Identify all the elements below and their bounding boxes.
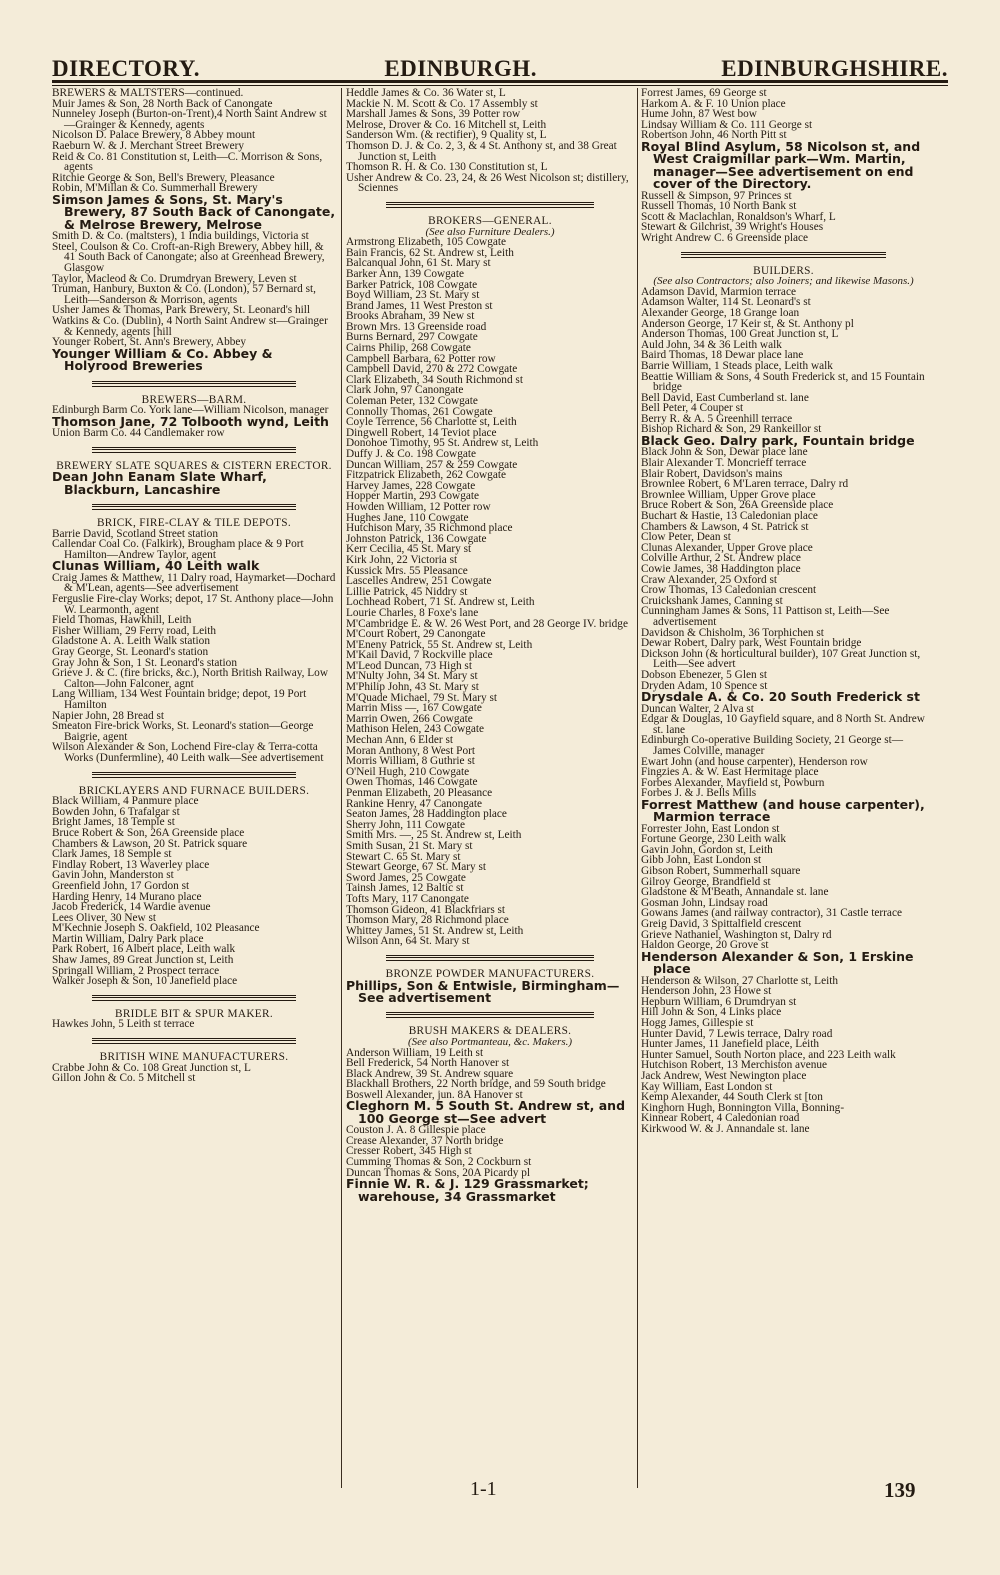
directory-entry: Gavin John, Gordon st, Leith <box>641 843 773 856</box>
directory-entry: Fisher William, 29 Ferry road, Leith <box>52 624 217 637</box>
section-heading: BREWERY SLATE SQUARES & CISTERN ERECTOR. <box>56 459 332 472</box>
directory-entry: Thomson D. J. & Co. 2, 3, & 4 St. Anthony st, and 38 Great Junction st, Leith <box>346 139 617 163</box>
directory-entry: Hughes Jane, 110 Cowgate <box>346 511 469 524</box>
section-heading: BRONZE POWDER MANUFACTURERS. <box>385 967 595 980</box>
header-rule <box>52 80 948 83</box>
directory-entry: Couston J. A. 8 Gillespie place <box>346 1124 486 1137</box>
directory-entry: Mathison Helen, 243 Cowgate <box>346 723 485 736</box>
column-divider <box>637 88 638 1488</box>
directory-entry: Reid & Co. 81 Constitution st, Leith—C. Morrison & Sons, agents <box>52 150 323 174</box>
directory-entry: Crabbe John & Co. 108 Great Junction st, L <box>52 1061 251 1074</box>
directory-entry: Kinghorn Hugh, Bonnington Villa, Bonning- <box>641 1101 845 1114</box>
directory-entry: Owen Thomas, 146 Cowgate <box>346 776 478 789</box>
directory-entry: Muir James & Son, 28 North Back of Canongate <box>52 97 273 110</box>
directory-entry: Bruce Robert & Son, 26A Greenside place <box>52 826 245 839</box>
directory-entry: Union Barm Co. 44 Candlemaker row <box>52 427 225 440</box>
directory-entry: Barrie David, Scotland Street station <box>52 527 218 540</box>
directory-entry: Fingzies A. & W. East Hermitage place <box>641 766 819 779</box>
directory-entry: Brand James, 11 West Preston st <box>346 299 493 312</box>
directory-entry: Kirkwood W. & J. Annandale st. lane <box>641 1122 810 1135</box>
section-divider <box>92 381 296 387</box>
directory-entry: Bishop Richard & Son, 29 Rankeillor st <box>641 423 822 436</box>
directory-entry: Balcanqual John, 61 St. Mary st <box>346 257 491 270</box>
directory-entry: Hogg James, Gillespie st <box>641 1017 754 1029</box>
section-heading: BRITISH WINE MANUFACTURERS. <box>99 1051 289 1064</box>
directory-entry: Craw Alexander, 25 Oxford st <box>641 573 778 586</box>
directory-entry: Black John & Son, Dewar place lane <box>641 446 808 459</box>
running-header <box>52 50 948 80</box>
directory-entry: Dryden Adam, 10 Spence st <box>641 679 768 692</box>
directory-entry: M'Philip John, 43 St. Mary st <box>346 681 479 694</box>
directory-entry-bold: Royal Blind Asylum, 58 Nicolson st, and West Craigmillar park—Wm. Martin, manager—See advertisement on end cover of the Directory. <box>641 138 921 192</box>
directory-entry: Greenfield John, 17 Gordon st <box>52 879 190 892</box>
section-divider <box>681 252 886 258</box>
directory-entry: Russell & Simpson, 97 Princes st <box>641 189 792 202</box>
directory-entry: Fortune George, 230 Leith walk <box>641 833 787 846</box>
directory-entry: Lochhead Robert, 71 St. Andrew st, Leith <box>346 596 535 609</box>
section-divider <box>92 504 296 510</box>
section-heading: BRICK, FIRE-CLAY & TILE DEPOTS. <box>96 517 292 530</box>
directory-entry: Kerr Cecilia, 45 St. Mary st <box>346 543 472 556</box>
directory-entry: Sword James, 25 Cowgate <box>346 871 466 884</box>
directory-entry: Stewart & Gilchrist, 39 Wright's Houses <box>641 221 824 234</box>
directory-entry: Clark Elizabeth, 34 South Richmond st <box>346 373 523 386</box>
directory-entry: M'Eneny Patrick, 55 St. Andrew st, Leith <box>346 638 533 651</box>
directory-entry: Wright Andrew C. 6 Greenside place <box>641 231 809 244</box>
directory-entry: Ritchie George & Son, Bell's Brewery, Pleasance <box>52 171 275 184</box>
directory-entry-bold: Younger William & Co. Abbey & Holyrood Breweries <box>52 345 273 374</box>
directory-entry: Davidson & Chisholm, 36 Torphichen st <box>641 626 824 639</box>
directory-entry: M'Cambridge E. & W. 26 West Port, and 28 George IV. bridge <box>346 617 628 630</box>
directory-entry: Nunneley Joseph (Burton-on-Trent),4 North Saint Andrew st—Grainger & Kennedy, agents <box>52 108 327 131</box>
directory-entry: Forrest James, 69 George st <box>641 88 767 99</box>
section-divider <box>92 447 296 453</box>
directory-entry: Armstrong Elizabeth, 105 Cowgate <box>346 236 507 249</box>
directory-entry: Smith Susan, 21 St. Mary st <box>346 839 473 852</box>
directory-entry: Gladstone A. A. Leith Walk station <box>52 635 210 648</box>
directory-entry: Edinburgh Barm Co. York lane—William Nicolson, manager <box>52 404 329 417</box>
directory-entry: Barker Ann, 139 Cowgate <box>346 267 464 280</box>
directory-entry: Usher James & Thomas, Park Brewery, St. Leonard's hill <box>52 304 311 317</box>
directory-entry: BREWERS & MALTSTERS—continued. <box>52 88 244 99</box>
directory-entry: Lees Oliver, 30 New st <box>52 911 157 924</box>
directory-entry: Howden William, 12 Potter row <box>346 500 491 513</box>
directory-entry: Alexander George, 18 Grange loan <box>641 306 800 319</box>
directory-entry: Truman, Hanbury, Buxton & Co. (London), 57 Bernard st, Leith—Sanderson & Morrison, agents <box>52 283 316 306</box>
directory-entry: Campbell Barbara, 62 Potter row <box>346 352 496 365</box>
directory-entry: Anderson Thomas, 100 Great Junction st, L <box>641 328 839 341</box>
directory-entry: Gray John & Son, 1 St. Leonard's station <box>52 656 237 669</box>
directory-entry: Bell Frederick, 54 North Hanover st <box>346 1057 510 1070</box>
directory-entry: Harkom A. & F. 10 Union place <box>641 97 786 110</box>
directory-entry: Cresser Robert, 345 High st <box>346 1145 472 1158</box>
directory-entry: Scott & Maclachlan, Ronaldson's Wharf, L <box>641 210 836 223</box>
section-heading: BUILDERS. <box>753 264 814 277</box>
directory-entry: Taylor, Macleod & Co. Drumdryan Brewery, Leven st <box>52 272 297 285</box>
directory-entry: Morris William, 8 Guthrie st <box>346 755 475 768</box>
directory-entry: Colville Arthur, 2 St. Andrew place <box>641 552 801 565</box>
directory-entry: Ferguslie Fire-clay Works; depot, 17 St. Anthony place—John W. Learmonth, agent <box>52 593 334 616</box>
section-divider <box>92 1038 296 1044</box>
directory-entry: Bell Peter, 4 Couper st <box>641 402 744 415</box>
directory-entry: M'Kail David, 7 Rockville place <box>346 649 493 662</box>
directory-entry: Baird Thomas, 18 Dewar place lane <box>641 349 804 362</box>
section-heading: BRICKLAYERS AND FURNACE BUILDERS. <box>78 784 310 797</box>
directory-entry: Hunter David, 7 Lewis terrace, Dalry road <box>641 1027 833 1040</box>
directory-entry: Gladstone & M'Beath, Annandale st. lane <box>641 886 829 899</box>
directory-entry: Bell David, East Cumberland st. lane <box>641 391 809 404</box>
directory-entry: Findlay Robert, 13 Waverley place <box>52 858 210 871</box>
directory-entry: Hume John, 87 West bow <box>641 108 757 121</box>
directory-entry: Nicolson D. Palace Brewery, 8 Abbey mount <box>52 129 256 142</box>
directory-entry: Duffy J. & Co. 198 Cowgate <box>346 448 477 460</box>
directory-entry: Gilroy George, Brandfield st <box>641 875 771 888</box>
directory-entry: Hill John & Son, 4 Links place <box>641 1006 782 1019</box>
directory-entry: Cruickshank James, Canning st <box>641 594 783 607</box>
directory-entry: Mackie N. M. Scott & Co. 17 Assembly st <box>346 97 538 110</box>
directory-entry: Anderson William, 19 Leith st <box>346 1046 484 1059</box>
directory-entry: Kay William, East London st <box>641 1080 773 1093</box>
directory-entry: Crow Thomas, 13 Caledonian crescent <box>641 584 817 597</box>
directory-entry: Gillon John & Co. 5 Mitchell st <box>52 1072 196 1085</box>
directory-entry: Sanderson Wm. (& rectifier), 9 Quality st, L <box>346 129 547 142</box>
directory-entry: Buchart & Hastie, 13 Caledonian place <box>641 510 818 523</box>
directory-entry: Barker Patrick, 108 Cowgate <box>346 278 478 291</box>
directory-entry: Duncan William, 257 & 259 Cowgate <box>346 458 518 471</box>
directory-entry: Penman Elizabeth, 20 Pleasance <box>346 787 493 799</box>
directory-entry: Cairns Philip, 268 Cowgate <box>346 342 471 355</box>
directory-entry: Lindsay William & Co. 111 George st <box>641 118 813 131</box>
directory-entry: Marrin Miss —, 167 Cowgate <box>346 702 482 715</box>
directory-entry: Bowden John, 6 Trafalgar st <box>52 805 180 818</box>
directory-entry: Greig David, 3 Spittalfield crescent <box>641 918 802 931</box>
directory-entry: Lascelles Andrew, 251 Cowgate <box>346 575 492 588</box>
directory-entry: Adamson Walter, 114 St. Leonard's st <box>641 296 811 309</box>
directory-entry: Callendar Coal Co. (Falkirk), Brougham place & 9 Port Hamilton—Andrew Taylor, agent <box>52 538 304 561</box>
directory-entry: Stewart George, 67 St. Mary st <box>346 861 487 874</box>
directory-entry-bold: Phillips, Son & Entwisle, Birmingham—See advertisement <box>346 977 620 1005</box>
directory-entry: Thomson Gideon, 41 Blackfriars st <box>346 903 506 916</box>
section-divider <box>386 1012 594 1018</box>
directory-entry: Jacob Frederick, 14 Wardie avenue <box>52 901 211 914</box>
directory-entry: Shaw James, 89 Great Junction st, Leith <box>52 954 234 967</box>
directory-entry-bold: Finnie W. R. & J. 129 Grassmarket; warehouse, 34 Grassmarket <box>346 1176 589 1204</box>
directory-entry: Duncan Walter, 2 Alva st <box>641 702 754 715</box>
header-rule-thin <box>52 85 948 86</box>
directory-entry: Wilson Alexander & Son, Lochend Fire-clay & Terra-cotta Works (Dunfermline), 40 Leith walk—See advertisement <box>52 741 324 764</box>
section-heading: BRIDLE BIT & SPUR MAKER. <box>115 1007 273 1020</box>
directory-entry: Brownlee William, Upper Grove place <box>641 488 816 501</box>
directory-entry: Fitzpatrick Elizabeth, 262 Cowgate <box>346 469 506 482</box>
directory-entry: Hutchison Robert, 13 Merchiston avenue <box>641 1059 828 1072</box>
directory-entry: Boswell Alexander, jun. 8A Hanover st <box>346 1088 523 1101</box>
directory-entry: Field Thomas, Hawkhill, Leith <box>52 614 192 627</box>
directory-entry: Coleman Peter, 132 Cowgate <box>346 395 478 408</box>
directory-entry: Hutchison Mary, 35 Richmond place <box>346 522 513 535</box>
directory-entry: Russell Thomas, 10 North Bank st <box>641 200 797 213</box>
directory-entry: Lang William, 134 West Fountain bridge; depot, 19 Port Hamilton <box>52 688 307 711</box>
directory-entry: Sherry John, 111 Cowgate <box>346 818 466 831</box>
directory-entry: Brooks Abraham, 39 New st <box>346 310 475 323</box>
directory-entry-bold: Thomson Jane, 72 Tolbooth wynd, Leith <box>52 413 329 429</box>
directory-entry: Lillie Patrick, 45 Niddry st <box>346 585 468 598</box>
directory-entry: Thomson R. H. & Co. 130 Constitution st, L <box>346 161 548 174</box>
directory-entry: Robin, M'Millan & Co. Summerhall Brewery <box>52 182 258 195</box>
directory-entry: Heddle James & Co. 36 Water st, L <box>346 88 506 99</box>
directory-entry: Forrester John, East London st <box>641 822 780 835</box>
directory-entry: Ewart John (and house carpenter), Henderson row <box>641 755 868 768</box>
directory-entry: Haldon George, 20 Grove st <box>641 939 769 952</box>
directory-entry-bold: Henderson Alexander & Son, 1 Erskine place <box>641 948 914 977</box>
directory-entry: Black Andrew, 39 St. Andrew square <box>346 1067 514 1080</box>
directory-entry: Grieve J. & C. (fire bricks, &c.), North British Railway, Low Calton—John Falconer, agnt <box>52 667 328 690</box>
directory-entry: Whittey James, 51 St. Andrew st, Leith <box>346 924 524 937</box>
directory-entry: Forbes Alexander, Mayfield st, Powburn <box>641 776 825 789</box>
directory-entry-bold: Forrest Matthew (and house carpenter), Marmion terrace <box>641 796 925 825</box>
directory-entry-bold: Drysdale A. & Co. 20 South Frederick st <box>641 689 920 705</box>
column-3 <box>641 88 926 1453</box>
directory-entry: Martin William, Dalry Park place <box>52 932 204 945</box>
directory-entry-bold: Cleghorn M. 5 South St. Andrew st, and 100 George st—See advert <box>346 1098 626 1126</box>
directory-entry: Mechan Ann, 6 Elder st <box>346 734 453 747</box>
directory-entry-bold: Black Geo. Dalry park, Fountain bridge <box>641 433 915 449</box>
directory-entry: Hopper Martin, 293 Cowgate <box>346 490 480 503</box>
directory-entry: Thomson Mary, 28 Richmond place <box>346 914 509 927</box>
directory-entry: Brown Mrs. 13 Greenside road <box>346 320 487 333</box>
directory-entry: Harvey James, 228 Cowgate <box>346 479 476 492</box>
directory-entry: Marrin Owen, 266 Cowgate <box>346 712 473 725</box>
directory-entry-bold: Clunas William, 40 Leith walk <box>52 558 260 574</box>
directory-entry: Donohoe Timothy, 95 St. Andrew st, Leith <box>346 437 539 450</box>
directory-entry: Duncan Thomas & Sons, 20A Picardy pl <box>346 1166 530 1179</box>
directory-entry: Grieve Nathaniel, Washington st, Dalry rd <box>641 928 832 941</box>
directory-entry: Chambers & Lawson, 4 St. Patrick st <box>641 520 809 533</box>
directory-entry: Blair Alexander T. Moncrieff terrace <box>641 457 807 470</box>
directory-entry: Clow Peter, Dean st <box>641 531 731 544</box>
directory-entry: Tainsh James, 12 Baltic st <box>346 882 464 895</box>
directory-entry: Smeaton Fire-brick Works, St. Leonard's station—George Baigrie, agent <box>52 720 314 743</box>
directory-entry: Hawkes John, 5 Leith st terrace <box>52 1018 195 1031</box>
directory-entry: Coyle Terrence, 56 Charlotte st, Leith <box>346 416 517 429</box>
printer-signature: 1-1 <box>470 1478 497 1500</box>
directory-entry: Clark James, 18 Semple st <box>52 848 172 861</box>
directory-entry: M'Nulty John, 34 St. Mary st <box>346 670 478 683</box>
directory-entry: Walker Joseph & Son, 10 Janefield place <box>52 975 238 988</box>
directory-entry: Bright James, 18 Temple st <box>52 816 175 829</box>
column-1 <box>52 88 336 1478</box>
column-divider <box>341 88 342 1488</box>
directory-entry: Gosman John, Lindsay road <box>641 896 768 909</box>
directory-entry: Bruce Robert & Son, 26A Greenside place <box>641 499 834 512</box>
directory-entry: Hepburn William, 6 Drumdryan st <box>641 995 797 1008</box>
directory-entry: Blair Robert, Davidson's mains <box>641 467 783 480</box>
directory-entry: Clunas Alexander, Upper Grove place <box>641 541 813 554</box>
directory-entry: Edinburgh Co-operative Building Society, 21 George st—James Colville, manager <box>641 734 904 757</box>
directory-entry: Hunter James, 11 Janefield place, Leith <box>641 1038 820 1051</box>
directory-entry: Beattie William & Sons, 4 South Frederick st, and 15 Fountain bridge <box>641 370 925 394</box>
directory-entry: Chambers & Lawson, 20 St. Patrick square <box>52 837 248 850</box>
directory-entry: Crease Alexander, 37 North bridge <box>346 1134 504 1147</box>
directory-entry: M'Court Robert, 29 Canongate <box>346 628 486 641</box>
page-number: 139 <box>884 1478 916 1502</box>
directory-entry: Dobson Ebenezer, 5 Glen st <box>641 668 767 681</box>
directory-entry: Jack Andrew, West Newington place <box>641 1069 807 1082</box>
directory-entry: Henderson & Wilson, 27 Charlotte st, Leith <box>641 974 839 987</box>
header-center: EDINBURGH. <box>384 56 537 81</box>
directory-entry: Campbell David, 270 & 272 Cowgate <box>346 363 518 376</box>
directory-entry: Watkins & Co. (Dublin), 4 North Saint Andrew st—Grainger & Kennedy, agents [hill <box>52 314 328 338</box>
directory-entry: Wilson Ann, 64 St. Mary st <box>346 935 470 948</box>
directory-entry: Steel, Coulson & Co. Croft-an-Righ Brewery, Abbey hill, & 41 South Back of Canongate; also at Greenhead Brewery, Glasgow <box>52 240 325 274</box>
directory-entry: Connolly Thomas, 261 Cowgate <box>346 405 493 418</box>
directory-entry: Robertson John, 46 North Pitt st <box>641 129 787 142</box>
directory-entry: Dingwell Robert, 14 Teviot place <box>346 426 497 439</box>
directory-entry: Forbes J. & J. Bells Mills <box>641 787 757 800</box>
directory-entry: Seaton James, 28 Haddington place <box>346 808 507 821</box>
directory-entry: O'Neil Hugh, 210 Cowgate <box>346 765 470 778</box>
directory-entry: Adamson David, Marmion terrace <box>641 285 796 298</box>
directory-entry: Cumming Thomas & Son, 2 Cockburn st <box>346 1156 532 1169</box>
directory-entry: Napier John, 28 Bread st <box>52 709 165 722</box>
directory-entry-bold: Dean John Eanam Slate Wharf, Blackburn, Lancashire <box>52 469 267 497</box>
directory-entry: Rankine Henry, 47 Canongate <box>346 797 483 810</box>
directory-entry: Cunningham James & Sons, 11 Pattison st, Leith—See advertisement <box>641 605 890 628</box>
directory-entry: Kirk John, 22 Victoria st <box>346 553 458 566</box>
section-heading: BREWERS—BARM. <box>141 393 247 406</box>
cross-reference-note: (See also Furniture Dealers.) <box>425 225 555 238</box>
directory-entry: Tofts Mary, 117 Canongate <box>346 892 469 905</box>
section-heading: BRUSH MAKERS & DEALERS. <box>408 1025 572 1038</box>
directory-entry: Dickson John (& horticultural builder), 107 Great Junction st, Leith—See advert <box>641 647 921 671</box>
directory-entry: Boyd William, 23 St. Mary st <box>346 289 480 302</box>
cross-reference-note: (See also Contractors; also Joiners; and likewise Masons.) <box>653 275 914 288</box>
directory-entry: Stewart C. 65 St. Mary st <box>346 850 461 863</box>
directory-entry: Kinnear Robert, 4 Caledonian road <box>641 1112 800 1125</box>
directory-entry: Berry R. & A. 5 Greenhill terrace <box>641 412 793 425</box>
directory-entry: Bain Francis, 62 St. Andrew st, Leith <box>346 246 514 259</box>
directory-entry: M'Leod Duncan, 73 High st <box>346 659 472 672</box>
directory-entry: Anderson George, 17 Keir st, & St. Anthony pl <box>641 317 854 330</box>
directory-entry: Kussick Mrs. 55 Pleasance <box>346 564 468 577</box>
directory-entry: Edgar & Douglas, 10 Gayfield square, and 8 North St. Andrew st. lane <box>641 713 925 736</box>
column-2 <box>346 88 634 1488</box>
directory-entry: Usher Andrew & Co. 23, 24, & 26 West Nicolson st; distillery, Sciennes <box>346 171 629 195</box>
directory-entry: Cowie James, 38 Haddington place <box>641 563 801 575</box>
directory-entry: Smith Mrs. —, 25 St. Andrew st, Leith <box>346 829 522 842</box>
section-divider <box>92 772 296 778</box>
cross-reference-note: (See also Portmanteau, &c. Makers.) <box>407 1035 573 1048</box>
directory-entry: Dewar Robert, Dalry park, West Fountain bridge <box>641 637 862 650</box>
directory-entry: Younger Robert, St. Ann's Brewery, Abbey <box>52 336 247 349</box>
directory-entry: Henderson John, 23 Howe st <box>641 985 772 998</box>
directory-entry: Smith D. & Co. (maltsters), 1 India buildings, Victoria st <box>52 230 309 243</box>
directory-entry: Auld John, 34 & 36 Leith walk <box>641 338 782 351</box>
directory-entry: Clark John, 97 Canongate <box>346 384 464 397</box>
directory-entry: Gibson Robert, Summerhall square <box>641 865 801 878</box>
directory-entry: Moran Anthony, 8 West Port <box>346 744 476 757</box>
directory-entry: Hunter Samuel, South Norton place, and 223 Leith walk <box>641 1048 896 1061</box>
directory-entry: Barrie William, 1 Steads place, Leith walk <box>641 359 833 372</box>
directory-entry: Springall William, 2 Prospect terrace <box>52 964 220 977</box>
directory-entry: Gibb John, East London st <box>641 854 762 867</box>
directory-entry: Burns Bernard, 297 Cowgate <box>346 331 478 344</box>
section-divider <box>386 202 594 208</box>
directory-entry: M'Kechnie Joseph S. Oakfield, 102 Pleasance <box>52 922 260 935</box>
directory-entry: Park Robert, 16 Albert place, Leith walk <box>52 943 236 956</box>
directory-entry-bold: Simson James & Sons, St. Mary's Brewery, 87 South Back of Canongate, & Melrose Brewery, Melrose <box>52 191 336 232</box>
section-heading: BROKERS—GENERAL. <box>428 214 552 227</box>
directory-entry: Gray George, St. Leonard's station <box>52 646 209 659</box>
section-divider <box>92 995 296 1001</box>
directory-entry: Johnston Patrick, 136 Cowgate <box>346 532 487 545</box>
directory-entry: M'Quade Michael, 79 St. Mary st <box>346 691 498 704</box>
header-right: EDINBURGHSHIRE. <box>721 56 948 81</box>
directory-entry: Marshall James & Sons, 39 Potter row <box>346 108 521 121</box>
directory-entry: Craig James & Matthew, 11 Dalry road, Haymarket—Dochard & M'Lean, agents—See advertisement <box>52 571 336 595</box>
directory-entry: Blackhall Brothers, 22 North bridge, and 59 South bridge <box>346 1078 606 1091</box>
directory-entry: Harding Henry, 14 Murano place <box>52 890 202 903</box>
directory-entry: Lourie Charles, 8 Foxe's lane <box>346 606 479 619</box>
section-divider <box>386 955 594 961</box>
directory-entry: Gowans James (and railway contractor), 31 Castle terrace <box>641 907 902 920</box>
directory-entry: Black William, 4 Panmure place <box>52 795 199 808</box>
directory-entry: Kemp Alexander, 44 South Clerk st [ton <box>641 1091 823 1104</box>
directory-entry: Gavin John, Manderston st <box>52 869 174 882</box>
directory-entry: Raeburn W. & J. Merchant Street Brewery <box>52 139 244 152</box>
directory-entry: Brownlee Robert, 6 M'Laren terrace, Dalry rd <box>641 478 849 491</box>
directory-entry: Melrose, Drover & Co. 16 Mitchell st, Leith <box>346 118 547 131</box>
header-left: DIRECTORY. <box>52 56 200 81</box>
